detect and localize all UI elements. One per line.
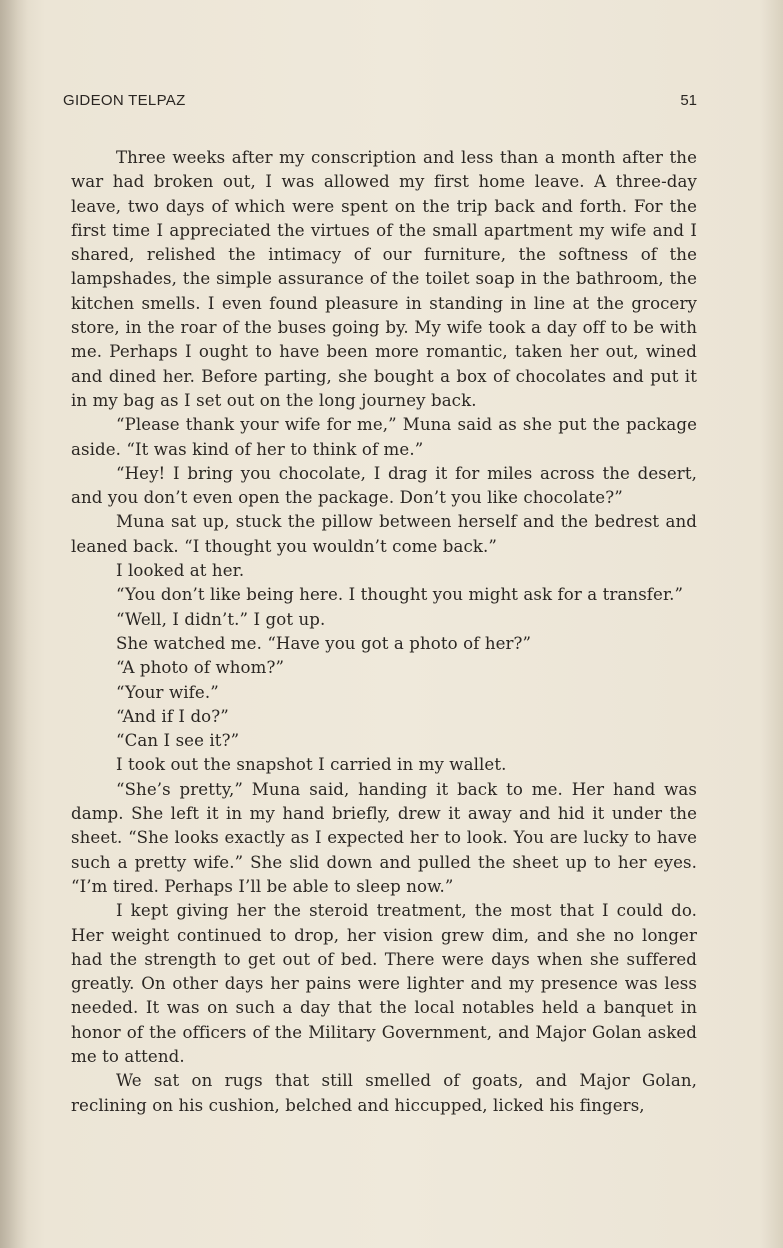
running-head bbox=[63, 92, 697, 116]
paragraph: “You don’t like being here. I thought you might ask for a transfer.” bbox=[116, 585, 684, 605]
paragraph: She watched me. “Have you got a photo of her?” bbox=[116, 633, 532, 653]
paragraph: Muna sat up, stuck the pillow between herself and the bedrest and leaned back. “I thought you wouldn’t come back.” bbox=[71, 512, 697, 556]
body-text bbox=[71, 146, 697, 1118]
paragraph: “And if I do?” bbox=[116, 706, 229, 726]
paragraph: “She’s pretty,” Muna said, handing it back to me. Her hand was damp. She left it in my hand briefly, drew it away and hid it under the sheet. “She looks exactly as I expected her to look. You are lucky to have such a pretty wife.” She slid down and pulled the sheet up to her eyes. “I’m tired. Perhaps I’ll be able to sleep now.” bbox=[71, 779, 697, 896]
paragraph: We sat on rugs that still smelled of goats, and Major Golan, reclining on his cushion, belched and hiccupped, licked his fingers, bbox=[71, 1071, 697, 1115]
paragraph: Three weeks after my conscription and less than a month after the war had broken out, I was allowed my first home leave. A three-day leave, two days of which were spent on the trip back and forth. For the first time I appreciated the virtues of the small apartment my wife and I shared, relished the intimacy of our furniture, the softness of the lampshades, the simple assurance of the toilet soap in the bathroom, the kitchen smells. I even found pleasure in standing in line at the grocery store, in the roar of the buses going by. My wife took a day off to be with me. Perhaps I ought to have been more romantic, taken her out, wined and dined her. Before parting, she bought a box of chocolates and put it in my bag as I set out on the long journey back. bbox=[71, 148, 697, 410]
gutter-shadow bbox=[0, 0, 28, 1248]
paragraph: I looked at her. bbox=[116, 561, 245, 581]
paragraph: “Your wife.” bbox=[116, 682, 219, 702]
page-number: 51 bbox=[680, 92, 697, 109]
paragraph: “Can I see it?” bbox=[116, 731, 240, 751]
paragraph: “Please thank your wife for me,” Muna said as she put the package aside. “It was kind of her to think of me.” bbox=[71, 415, 697, 459]
paragraph: “Hey! I bring you chocolate, I drag it for miles across the desert, and you don’t even open the package. Don’t you like chocolate?” bbox=[71, 463, 697, 508]
paragraph: I kept giving her the steroid treatment, the most that I could do. Her weight continued to drop, her vision grew dim, and she no longer had the strength to get out of bed. There were days when she suffered greatly. On other days her pains were lighter and my presence was less needed. It was on such a day that the local notables held a banquet in honor of the officers of the Military Government, and Major Golan asked me to attend. bbox=[71, 901, 697, 1066]
paragraph: “Well, I didn’t.” I got up. bbox=[116, 609, 326, 629]
paragraph: “A photo of whom?” bbox=[116, 658, 285, 678]
running-head-author: GIDEON TELPAZ bbox=[63, 92, 186, 109]
paragraph: I took out the snapshot I carried in my wallet. bbox=[116, 755, 507, 775]
